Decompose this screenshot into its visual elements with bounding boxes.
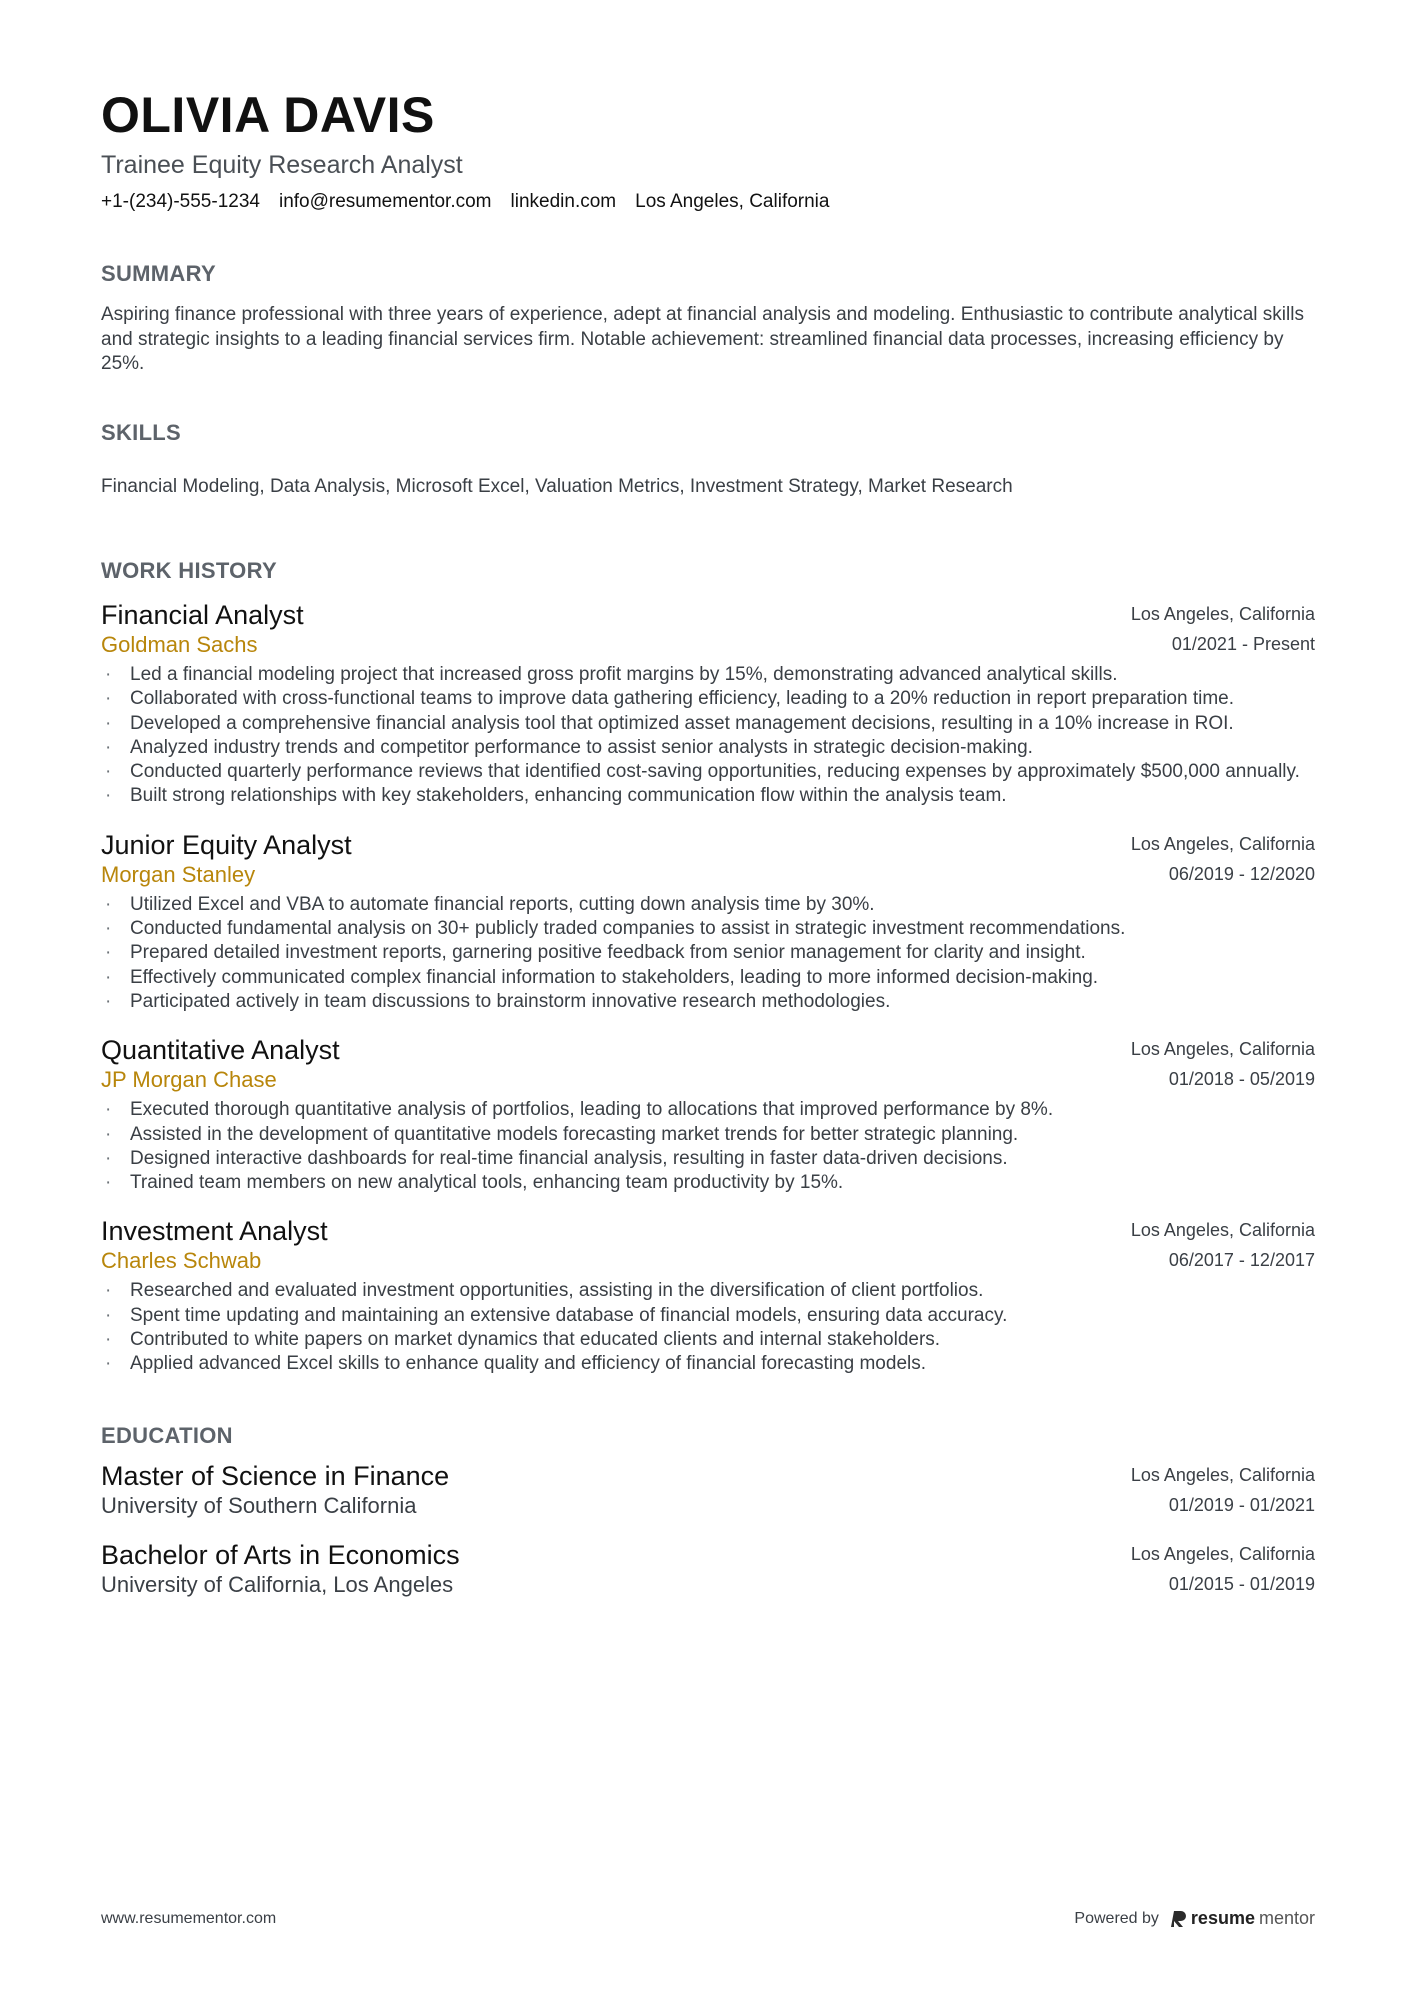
job-title: Investment Analyst	[101, 1216, 328, 1247]
job-location: Los Angeles, California	[1130, 604, 1315, 624]
job-company: Morgan Stanley	[101, 861, 256, 887]
skills-heading: SKILLS	[101, 419, 182, 445]
education-location: Los Angeles, California	[1130, 1543, 1315, 1564]
resume-page	[101, 86, 1315, 1599]
job-dates: 06/2017 - 12/2017	[1168, 1250, 1315, 1271]
job-bullet: · Applied advanced Excel skills to enhance quality and efficiency of financial forecasting models.	[101, 1352, 1315, 1376]
footer-website[interactable]: www.resumementor.com	[101, 1909, 277, 1927]
job-bullet: · Conducted quarterly performance reviews that identified cost-saving opportunities, reducing expenses by approximately $500,000 annually.	[101, 760, 1315, 784]
education-school: University of California, Los Angeles	[101, 1571, 454, 1597]
job-dates: 01/2018 - 05/2019	[1168, 1069, 1315, 1090]
job-bullet: · Executed thorough quantitative analysis of portfolios, leading to allocations that improved performance by 8%.	[101, 1098, 1315, 1122]
brand-mark-icon	[1171, 1909, 1187, 1929]
job-bullet: · Designed interactive dashboards for real-time financial analysis, resulting in faster data-driven decisions.	[101, 1147, 1315, 1171]
job-company: Goldman Sachs	[101, 632, 258, 657]
summary-text: Aspiring finance professional with three years of experience, adept at financial analysis and modeling. Enthusiastic to contribute analytical skills and strategic insights to a leading financial services firm. Notable achievement: streamlined financial data processes, increasing efficiency by 25%.	[101, 304, 1304, 374]
job-entry	[101, 1034, 1315, 1195]
job-company: JP Morgan Chase	[101, 1067, 277, 1093]
job-location: Los Angeles, California	[1130, 1039, 1315, 1060]
contact-email[interactable]: info@resumementor.com	[278, 191, 492, 212]
job-header	[101, 1215, 1315, 1275]
job-bullet: · Prepared detailed investment reports, garnering positive feedback from senior management for clarity and insight.	[101, 941, 1315, 965]
skills-text: Financial Modeling, Data Analysis, Microsoft Excel, Valuation Metrics, Investment Strategy, Market Research	[101, 475, 1013, 497]
job-entry	[101, 829, 1315, 1014]
job-bullet: · Developed a comprehensive financial analysis tool that optimized asset management decisions, resulting in a 10% increase in ROI.	[101, 712, 1315, 736]
job-bullet: · Effectively communicated complex financial information to stakeholders, leading to more informed decision-making.	[101, 966, 1315, 990]
job-title: Quantitative Analyst	[101, 1035, 340, 1066]
contact-line	[101, 190, 1315, 214]
job-bullet-list	[101, 1098, 1315, 1195]
job-title: Financial Analyst	[101, 600, 304, 630]
education-dates: 01/2015 - 01/2019	[1168, 1573, 1315, 1594]
contact-location: Los Angeles, California	[635, 191, 830, 212]
education-degree: Bachelor of Arts in Economics	[101, 1539, 460, 1570]
job-entry	[101, 1215, 1315, 1376]
job-bullet: · Assisted in the development of quantitative models forecasting market trends for better strategic planning.	[101, 1123, 1315, 1147]
job-bullet: · Trained team members on new analytical tools, enhancing team productivity by 15%.	[101, 1171, 1315, 1195]
education-location: Los Angeles, California	[1130, 1464, 1315, 1485]
job-bullet: · Built strong relationships with key stakeholders, enhancing communication flow within the analysis team.	[101, 784, 1315, 808]
job-dates: 06/2019 - 12/2020	[1168, 863, 1315, 884]
contact-linkedin[interactable]: linkedin.com	[510, 191, 617, 212]
education-entry	[101, 1539, 1315, 1599]
job-location: Los Angeles, California	[1130, 833, 1315, 854]
job-location: Los Angeles, California	[1130, 1220, 1315, 1241]
job-header	[101, 1034, 1315, 1094]
candidate-name: OLIVIA DAVIS	[101, 87, 435, 143]
job-bullet: · Contributed to white papers on market dynamics that educated clients and internal stakeholders.	[101, 1328, 1315, 1352]
job-bullet-list	[101, 663, 1315, 809]
job-title: Junior Equity Analyst	[101, 829, 352, 860]
summary-heading: SUMMARY	[101, 261, 216, 286]
brand-logo[interactable]	[1171, 1908, 1315, 1929]
job-bullet-list	[101, 1279, 1315, 1376]
job-bullet: · Conducted fundamental analysis on 30+ publicly traded companies to assist in strategic investment recommendations.	[101, 917, 1315, 941]
job-bullet: · Researched and evaluated investment opportunities, assisting in the diversification of client portfolios.	[101, 1279, 1315, 1303]
work-history-heading: WORK HISTORY	[101, 558, 277, 583]
brand-name-bold: resume	[1190, 1908, 1255, 1928]
education-heading: EDUCATION	[101, 1422, 233, 1448]
footer	[101, 1908, 1315, 1929]
powered-by	[1074, 1908, 1315, 1929]
work-history-list	[101, 599, 1315, 1377]
job-entry	[101, 599, 1315, 809]
education-degree: Master of Science in Finance	[101, 1460, 450, 1491]
job-bullet: · Participated actively in team discussions to brainstorm innovative research methodologies.	[101, 990, 1315, 1014]
job-company: Charles Schwab	[101, 1248, 262, 1274]
job-bullet: · Analyzed industry trends and competitor performance to assist senior analysts in strategic decision-making.	[101, 736, 1315, 760]
job-bullet: · Led a financial modeling project that increased gross profit margins by 15%, demonstrating advanced analytical skills.	[101, 663, 1315, 687]
contact-phone: +1-(234)-555-1234	[101, 191, 260, 212]
candidate-title: Trainee Equity Research Analyst	[101, 151, 463, 179]
education-entry	[101, 1460, 1315, 1520]
education-dates: 01/2019 - 01/2021	[1168, 1494, 1315, 1515]
job-bullet: · Utilized Excel and VBA to automate financial reports, cutting down analysis time by 30%.	[101, 893, 1315, 917]
job-header	[101, 599, 1315, 659]
powered-by-label: Powered by	[1074, 1909, 1159, 1927]
job-bullet: · Collaborated with cross-functional teams to improve data gathering efficiency, leading to a 20% reduction in report preparation time.	[101, 687, 1315, 711]
education-school: University of Southern California	[101, 1492, 417, 1518]
job-bullet-list	[101, 893, 1315, 1014]
job-bullet: · Spent time updating and maintaining an extensive database of financial models, ensuring data accuracy.	[101, 1304, 1315, 1328]
brand-name-thin: mentor	[1258, 1908, 1315, 1928]
education-list	[101, 1460, 1315, 1599]
job-header	[101, 829, 1315, 889]
job-dates: 01/2021 - Present	[1171, 634, 1315, 654]
